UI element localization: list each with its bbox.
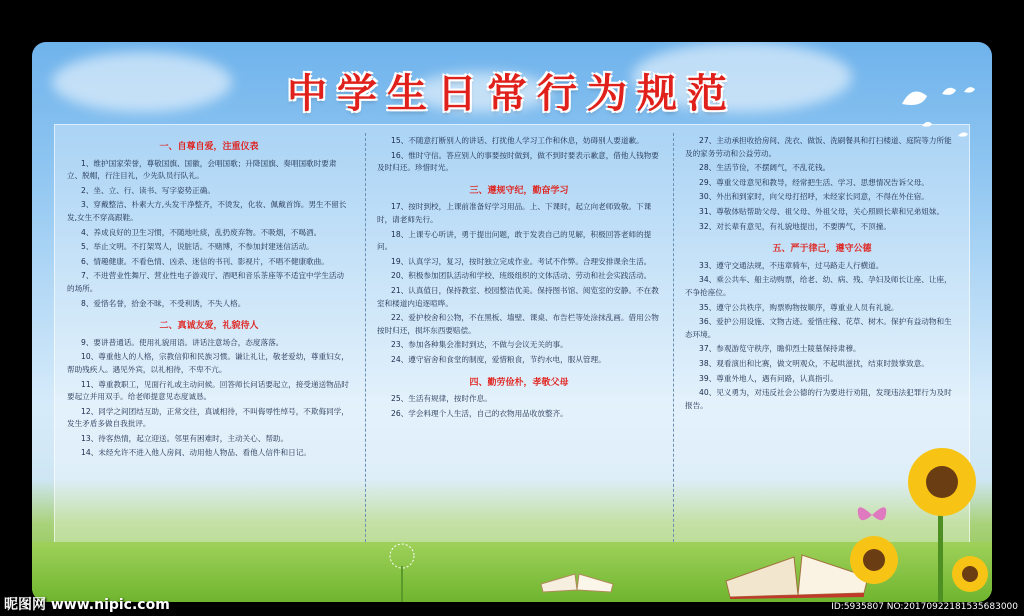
rule-item: 17、按时到校，上课前准备好学习用品。上、下课时，起立向老师致敬。下课时，请老师先行。 xyxy=(377,202,652,224)
rule-item: 18、上课专心听讲，勇于提出问题，敢于发表自己的见解，积极回答老师的提问。 xyxy=(377,229,652,252)
rule-item: 2、坐、立、行、读书、写字姿势正确。 xyxy=(81,185,215,195)
rule-item: 35、遵守公共秩序，购票购物按顺序，尊重业人员有礼貌。 xyxy=(699,302,899,312)
rule-item: 33、遵守交通法规，不违章骑车，过马路走人行横道。 xyxy=(699,260,884,270)
column-2 xyxy=(377,135,661,569)
rule-item: 13、待客热情，起立迎送。邻里有困难时，主动关心、帮助。 xyxy=(81,433,289,443)
rule-item: 24、遵守宿舍和食堂的制度，爱惜粮食，节约水电，服从管理。 xyxy=(391,354,606,364)
section-heading: 二、真诚友爱，礼貌待人 xyxy=(159,321,259,332)
rule-item: 27、主动承担收拾房间、洗衣、做饭、洗刷餐具和打扫楼道、庭院等力所能及的家务劳动和公益劳动。 xyxy=(685,136,952,158)
open-book-illustration xyxy=(537,554,617,594)
rule-item: 14、未经允许不进入他人房间、动用他人物品、看他人信件和日记。 xyxy=(81,448,311,458)
rule-item: 20、积极参加团队活动和学校、班级组织的文体活动、劳动和社会实践活动。 xyxy=(391,271,652,281)
section-heading: 一、自尊自爱，注重仪表 xyxy=(159,142,259,152)
butterfly-icon xyxy=(854,500,890,530)
rule-item: 10、尊重他人的人格，宗教信仰和民族习惯。谦让礼让，敬老爱幼，尊重妇女，帮助残疾人。遇见外宾，以礼相待，不卑不亢。 xyxy=(67,352,349,374)
rule-item: 25、生活有规律，按时作息。 xyxy=(391,394,492,404)
rule-item: 16、惟时守信。答应别人的事要按时做到，做不到时要表示歉意，借他人钱物要及时归还。珍惜时光。 xyxy=(377,150,659,173)
rule-item: 31、尊敬体贴帮助父母、祖父母、外祖父母，关心照顾长辈和兄弟姐妹。 xyxy=(699,206,945,216)
rule-item: 30、外出和到家时，向父母打招呼，未经家长同意，不得在外住宿。 xyxy=(699,192,929,202)
watermark-id: ID:5935807 NO:20170922181535683000 xyxy=(831,602,1018,612)
rule-item: 3、穿戴整洁、朴素大方,头发干净整齐，不烫发，化妆、佩戴首饰。男生不留长发,女生不穿高跟鞋。 xyxy=(67,200,347,222)
rule-item: 40、见义勇为，对违反社会公德的行为要进行劝阻，发现违法犯罪行为及时报告。 xyxy=(685,388,952,410)
rule-item: 4、养成良好的卫生习惯，不随地吐痰，乱扔废弃物。不吸烟，不喝酒。 xyxy=(81,227,322,237)
rule-item: 8、爱惜名誉，拾金不昧，不受利诱，不失人格。 xyxy=(81,298,246,308)
rule-item: 12、同学之间团结互助，正常交往，真诚相待，不叫侮辱性绰号，不欺侮同学，发生矛盾多做自我批评。 xyxy=(67,406,349,429)
rule-item: 23、参加各种集会准时到达，不做与会议无关的事。 xyxy=(391,340,568,350)
rule-item: 7、不进营业性舞厅、营业性电子游戏厅、酒吧和音乐茶座等不适宜中学生活动的场所。 xyxy=(67,271,345,293)
rule-item: 5、举止文明。不打架骂人，说脏话。不赌博，不参加封建迷信活动。 xyxy=(81,242,314,252)
rule-item: 1、维护国家荣誉，尊敬国旗、国徽，会唱国歌；升降国旗、奏唱国歌时要肃立、脱帽，行注目礼，少先队员行队礼。 xyxy=(67,158,337,181)
rule-item: 15、不随意打断别人的讲话、打扰他人学习工作和休息，妨碍别人要道歉。 xyxy=(391,136,644,145)
rule-item: 19、认真学习，复习，按时独立完成作业。考试不作弊。合理安排课余生活。 xyxy=(391,256,652,266)
rule-item: 29、尊重父母意见和教导，经常把生活、学习、思想情况告诉父母。 xyxy=(699,177,929,187)
poster-board xyxy=(32,42,992,602)
rule-item: 26、学会料理个人生活，自己的衣物用品收放整齐。 xyxy=(391,408,568,418)
dandelion-illustration xyxy=(367,542,437,602)
watermark-logo: 昵图网 www.nipic.com xyxy=(4,597,170,613)
rule-item: 38、观看演出和比赛，做文明观众，不起哄滋扰，结束时鼓掌致意。 xyxy=(699,358,929,368)
rule-item: 9、要讲普通话。使用礼貌用语。讲话注意场合，态度落落。 xyxy=(81,337,284,347)
rule-item: 39、尊重外地人，遇有问路，认真指引。 xyxy=(699,373,838,383)
rule-item: 6、情趣健康。不看色情、凶杀、迷信的书刊、影视片，不唱不健康歌曲。 xyxy=(81,256,329,266)
rule-item: 34、乘公共车、船主动购票，给老、幼、病、残、孕妇及师长让座、让座，不争抢座位。 xyxy=(685,275,952,297)
rule-item: 37、参观游览守秩序，瞻仰烈士陵墓保持肃穆。 xyxy=(699,344,861,354)
section-heading: 五、严于律己，遵守公德 xyxy=(772,244,872,255)
rule-item: 21、认真值日，保持教室、校园整洁优美。保持图书馆、阅览室的安静。不在教室和楼道内追逐喧哗。 xyxy=(377,285,659,308)
content-panel xyxy=(54,124,970,576)
rule-item: 32、对长辈有意见，有礼貌地提出，不要脾气，不顶撞。 xyxy=(699,221,891,231)
section-heading: 四、勤劳俭朴，孝敬父母 xyxy=(469,377,569,388)
column-1 xyxy=(67,135,351,569)
rule-item: 11、尊重教职工，见面行礼或主动问候。回答师长问话要起立，接受递送物品时要起立并用双手。给老师提意见态度诚恳。 xyxy=(67,379,349,402)
column-divider xyxy=(673,133,674,567)
poster-title: 中学生日常行为规范 xyxy=(287,71,737,117)
rule-item: 28、生活节俭，不摆阔气，不乱花钱。 xyxy=(699,163,831,173)
rule-item: 22、爱护校舍和公物，不在黑板、墙壁、课桌、布告栏等处涂抹乱画。借用公物按时归还，损坏东西要赔偿。 xyxy=(377,313,659,335)
section-heading: 三、遵规守纪，勤奋学习 xyxy=(469,185,569,196)
column-divider xyxy=(365,133,366,567)
sunflower-illustration xyxy=(840,530,910,602)
rule-item: 36、爱护公用设施、文物古迹。爱惜庄稼、花草、树木。保护有益动物和生态环境。 xyxy=(685,317,952,339)
